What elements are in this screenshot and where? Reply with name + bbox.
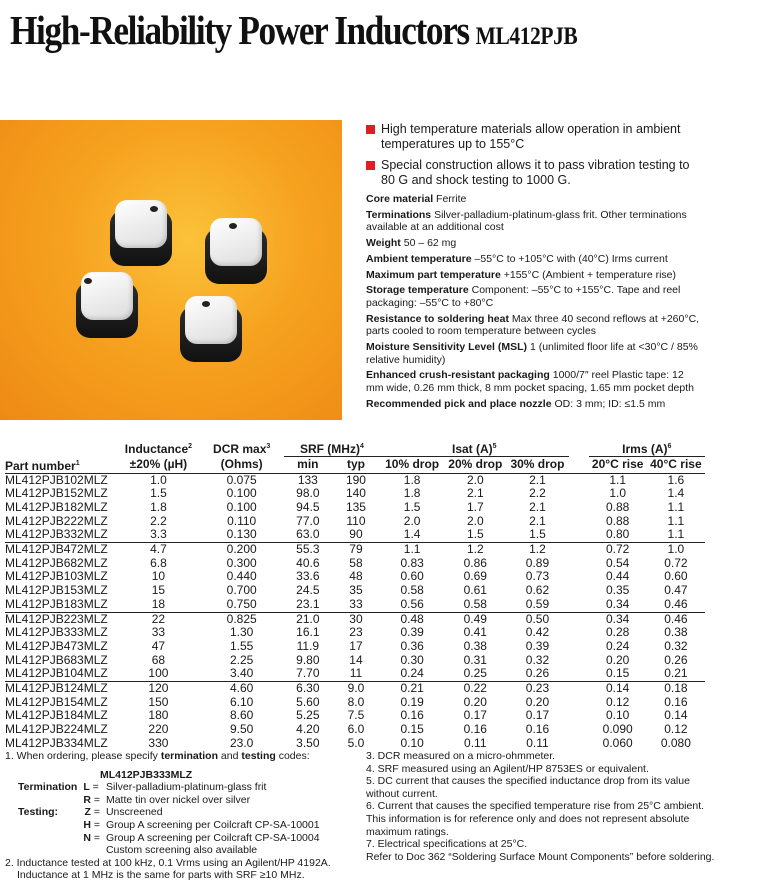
value-cell: 0.61: [463, 583, 487, 598]
part-number-cell: ML412PJB332MLZ: [5, 527, 108, 542]
spec-label: Maximum part temperature: [366, 268, 501, 281]
value-cell: 63.0: [296, 527, 320, 542]
value-cell: 140: [345, 486, 366, 501]
value-cell: 0.15: [605, 666, 630, 681]
value-cell: 1.5: [150, 486, 167, 501]
value-cell: 79: [332, 543, 380, 557]
spec-label: Ambient temperature: [366, 252, 472, 265]
spec-text: Silver-palladium-platinum-glass frit. Other terminations available at an additional cost: [366, 208, 687, 234]
value-cell: 0.32: [525, 652, 550, 667]
value-cell: 1.5: [529, 527, 546, 542]
value-cell: 0.20: [463, 694, 487, 709]
table-row: [5, 501, 705, 515]
value-cell: 0.36: [400, 638, 424, 653]
value-cell: 2.25: [229, 652, 254, 667]
value-cell: 58: [349, 555, 363, 570]
value-cell: 1.7: [466, 499, 484, 514]
table-row: [5, 557, 705, 571]
inductor-image: [180, 296, 242, 358]
table-row: [5, 487, 705, 501]
value-cell: 0.090: [602, 722, 633, 737]
value-cell: 0.10: [400, 735, 424, 750]
table-row: [5, 654, 705, 668]
feature-item: [366, 122, 696, 152]
value-cell: 0.25: [463, 666, 487, 681]
spec-text: Ferrite: [436, 193, 467, 205]
value-cell: 14: [349, 652, 363, 667]
value-cell: 0.34: [589, 612, 647, 626]
part-number-cell: ML412PJB153MLZ: [5, 583, 108, 598]
header-inductance-sub: ±20% (µH): [129, 457, 188, 471]
value-cell: 0.17: [463, 708, 487, 723]
value-cell: 2.0: [466, 513, 484, 528]
value-cell: 0.23: [506, 682, 568, 696]
part-number-cell: ML412PJB182MLZ: [5, 499, 108, 514]
spec-text: 1 (unlimited floor life at <30°C / 85% relative humidity): [366, 341, 698, 366]
value-cell: 16.1: [296, 625, 320, 640]
table-row: [5, 570, 705, 584]
value-cell: 2.2: [529, 486, 546, 501]
value-cell: 220: [148, 722, 169, 737]
value-cell: 55.3: [284, 543, 332, 557]
spec-item: [366, 193, 701, 206]
value-cell: 33.6: [296, 569, 320, 584]
value-cell: 0.200: [200, 543, 284, 557]
spec-list: [366, 193, 701, 414]
value-cell: 30: [332, 612, 380, 626]
value-cell: 1.4: [667, 486, 685, 501]
table-row: [5, 682, 705, 696]
part-number-cell: ML412PJB683MLZ: [5, 652, 108, 667]
part-number-cell: ML412PJB333MLZ: [5, 625, 108, 640]
value-cell: 180: [148, 708, 169, 723]
header-inductance: Inductance$^2$: [124, 442, 193, 457]
value-cell: 0.54: [605, 555, 630, 570]
spec-item: [366, 341, 701, 366]
part-number-cell: ML412PJB223MLZ: [5, 612, 117, 626]
value-cell: 0.16: [463, 722, 487, 737]
header-isat-20: 20% drop: [448, 457, 503, 472]
value-cell: 0.19: [400, 694, 424, 709]
spec-text: –55°C to +105°C with (40°C) Irms current: [474, 252, 668, 265]
value-cell: 0.110: [227, 513, 257, 528]
value-cell: 0.100: [226, 486, 257, 501]
spec-text: Max three 40 second reflows at +260°C, parts cooled to room temperature between cycles: [366, 312, 700, 338]
header-part-number: Part number$^1$: [5, 458, 80, 473]
value-cell: 94.5: [296, 499, 320, 514]
footnote-2: 2. Inductance tested at 100 kHz, 0.1 Vrms using an Agilent/HP 4192A.: [5, 856, 331, 869]
value-cell: 1.6: [667, 472, 685, 487]
part-number-cell: ML412PJB472MLZ: [5, 543, 117, 557]
part-number-cell: ML412PJB334MLZ: [5, 735, 108, 750]
value-cell: 1.55: [229, 638, 254, 653]
value-cell: 0.12: [605, 694, 630, 709]
part-number-cell: ML412PJB224MLZ: [5, 722, 108, 737]
spec-label: Storage temperature: [366, 284, 469, 297]
footnote-4: 4. SRF measured using an Agilent/HP 8753ES or equivalent.: [366, 762, 649, 775]
spec-item: [366, 313, 701, 338]
value-cell: 0.50: [506, 612, 568, 626]
footnote-5: 5. DC current that causes the specified inductance drop from its value without current.: [366, 775, 690, 800]
value-cell: 110: [346, 513, 366, 528]
part-number-cell: ML412PJB183MLZ: [5, 596, 108, 611]
value-cell: 9.0: [332, 682, 380, 696]
value-cell: 4.60: [200, 682, 284, 696]
value-cell: 0.46: [647, 612, 705, 626]
part-number-cell: ML412PJB154MLZ: [5, 694, 108, 709]
value-cell: 0.34: [605, 596, 630, 611]
value-cell: 0.825: [200, 612, 284, 626]
value-cell: 4.20: [296, 722, 320, 737]
value-cell: 0.47: [664, 583, 688, 598]
table-row: [5, 515, 705, 529]
value-cell: 1.1: [609, 472, 627, 487]
value-cell: 7.5: [347, 708, 365, 723]
value-cell: 0.14: [589, 682, 647, 696]
spec-text: 1000/7″ reel Plastic tape: 12 mm wide, 0.26 mm thick, 8 mm pocket spacing, 1.65 mm pocket depth: [366, 369, 694, 395]
value-cell: 1.8: [150, 499, 167, 514]
value-cell: 2.1: [466, 486, 484, 501]
value-cell: 1.8: [403, 472, 421, 487]
value-cell: 1.0: [647, 543, 705, 557]
value-cell: 0.10: [605, 708, 630, 723]
part-number-cell: ML412PJB124MLZ: [5, 682, 117, 696]
value-cell: 3.50: [296, 735, 320, 750]
value-cell: 0.18: [647, 682, 705, 696]
value-cell: 0.14: [664, 708, 688, 723]
header-irms: Irms $(A)^6$: [589, 440, 705, 457]
table-row: [5, 640, 705, 654]
value-cell: 0.100: [226, 499, 257, 514]
order-code: ML412PJB333MLZ: [100, 768, 193, 781]
header-srf-min: min: [297, 457, 319, 472]
value-cell: 8.60: [229, 708, 254, 723]
value-cell: 0.22: [444, 682, 506, 696]
value-cell: 0.20: [525, 694, 550, 709]
value-cell: 0.16: [664, 694, 688, 709]
value-cell: 0.17: [525, 708, 550, 723]
value-cell: 0.075: [226, 472, 257, 487]
value-cell: 0.83: [400, 555, 424, 570]
inductor-image: [205, 218, 267, 280]
value-cell: 6.10: [229, 694, 254, 709]
spec-label: Terminations: [366, 208, 432, 221]
value-cell: 98.0: [296, 486, 320, 501]
spec-text: +155°C (Ambient + temperature rise): [503, 268, 676, 281]
value-cell: 2.1: [529, 513, 546, 528]
part-number-cell: ML412PJB102MLZ: [5, 472, 108, 487]
spec-text: Component: –55°C to +155°C. Tape and reel packaging: –55°C to +80°C: [366, 284, 681, 309]
value-cell: 1.0: [150, 472, 167, 487]
header-srf-typ: typ: [346, 457, 365, 472]
spec-item: [366, 269, 701, 282]
value-cell: 0.21: [380, 682, 444, 696]
part-number-cell: ML412PJB222MLZ: [5, 513, 108, 528]
footnotes-left: [5, 750, 355, 882]
value-cell: 0.72: [589, 543, 647, 557]
value-cell: 9.50: [229, 722, 254, 737]
footnote-6: 6. Current that causes the specified temperature rise from 25°C ambient. This information is for reference only and does not represent absolute maximum ratings.: [366, 800, 705, 838]
value-cell: 0.060: [602, 735, 633, 750]
part-number-cell: ML412PJB682MLZ: [5, 555, 108, 570]
value-cell: 0.26: [525, 666, 550, 681]
value-cell: 0.41: [463, 625, 487, 640]
table-row: [5, 667, 705, 681]
spec-text: 50 – 62 mg: [403, 237, 457, 250]
footnote-refer: Refer to Doc 362 “Soldering Surface Mount Components” before soldering.: [366, 850, 715, 863]
value-cell: 2.1: [529, 499, 546, 514]
value-cell: 0.130: [226, 527, 257, 542]
value-cell: 77.0: [296, 513, 320, 528]
part-number-cell: ML412PJB184MLZ: [5, 708, 108, 723]
value-cell: 1.2: [444, 543, 506, 557]
bullet-icon: [366, 161, 375, 170]
value-cell: 0.88: [605, 513, 630, 528]
feature-text: Special construction allows it to pass vibration testing to 80 G and shock testing to 1000 G.: [381, 158, 690, 187]
spec-label: Moisture Sensitivity Level (MSL): [366, 341, 528, 354]
header-isat-10: 10% drop: [385, 457, 440, 472]
header-irms-40: 40°C rise: [650, 457, 702, 472]
value-cell: 4.7: [117, 543, 199, 557]
value-cell: 0.60: [400, 569, 424, 584]
spec-label: Core material: [366, 193, 434, 205]
value-cell: 0.24: [400, 666, 424, 681]
value-cell: 0.56: [400, 596, 424, 611]
value-cell: 0.49: [444, 612, 506, 626]
table-row: [5, 584, 705, 598]
value-cell: 0.38: [463, 638, 487, 653]
value-cell: 0.21: [664, 666, 688, 681]
value-cell: 1.1: [667, 499, 685, 514]
value-cell: 0.26: [664, 652, 688, 667]
table-header-row: [5, 457, 705, 474]
header-dcr: DCR $\max^3$: [213, 442, 271, 457]
value-cell: 6.0: [347, 722, 365, 737]
value-cell: 7.70: [296, 666, 320, 681]
table-body: [5, 473, 705, 751]
value-cell: 1.4: [403, 527, 421, 542]
value-cell: 120: [117, 682, 199, 696]
value-cell: 100: [148, 666, 169, 681]
header-srf: SRF (MHz)$^4$: [284, 440, 380, 457]
value-cell: 0.24: [605, 638, 630, 653]
value-cell: 0.20: [605, 652, 630, 667]
value-cell: 0.080: [660, 735, 691, 750]
product-photo: [0, 120, 342, 420]
value-cell: 0.32: [664, 638, 688, 653]
inductor-image: [76, 272, 138, 334]
table-row: [5, 709, 705, 723]
table-row: [5, 612, 705, 626]
value-cell: 3.40: [229, 666, 254, 681]
value-cell: 23.1: [296, 596, 320, 611]
value-cell: 18: [151, 596, 166, 611]
value-cell: 8.0: [347, 694, 365, 709]
feature-list: [366, 122, 696, 194]
spec-item: [366, 237, 701, 250]
footnote-3: 3. DCR measured on a micro-ohmmeter.: [366, 750, 556, 762]
code-options: Termination L = Silver-palladium-platinum-glass frit R = Matte tin over nickel over silver Testing: Z = Unscreened H = Group A screening per Coilcraft CP-SA-10001 N = Group A screening per Coilcraft CP-SA-10004 Custom screening also available: [18, 781, 320, 857]
header-dcr-sub: (Ohms): [220, 457, 263, 471]
value-cell: 35: [349, 583, 363, 598]
value-cell: 0.86: [463, 555, 487, 570]
value-cell: 5.0: [347, 735, 365, 750]
value-cell: 0.30: [400, 652, 424, 667]
value-cell: 1.1: [667, 527, 685, 542]
value-cell: 6.30: [284, 682, 332, 696]
part-number-cell: ML412PJB152MLZ: [5, 486, 108, 501]
spec-item: [366, 284, 701, 309]
value-cell: 0.60: [664, 569, 688, 584]
footnotes-right: [366, 750, 766, 863]
bullet-icon: [366, 125, 375, 134]
value-cell: 0.28: [605, 625, 630, 640]
table-row: [5, 723, 705, 737]
value-cell: 23: [349, 625, 363, 640]
part-number-cell: ML412PJB473MLZ: [5, 638, 108, 653]
value-cell: 23.0: [229, 735, 254, 750]
value-cell: 0.42: [525, 625, 550, 640]
table-row: [5, 737, 705, 751]
value-cell: 11: [349, 666, 363, 681]
value-cell: 0.15: [400, 722, 424, 737]
value-cell: 1.0: [609, 486, 627, 501]
value-cell: 0.750: [226, 596, 257, 611]
value-cell: 48: [349, 569, 363, 584]
value-cell: 5.25: [296, 708, 320, 723]
value-cell: 11.9: [296, 638, 320, 653]
value-cell: 135: [345, 499, 366, 514]
feature-text: High temperature materials allow operation in ambient temperatures up to 155°C: [381, 122, 681, 151]
table-row: [5, 598, 705, 612]
value-cell: 68: [151, 652, 166, 667]
footnote-7: 7. Electrical specifications at 25°C.: [366, 838, 528, 851]
value-cell: 1.5: [466, 527, 484, 542]
value-cell: 0.72: [664, 555, 688, 570]
value-cell: 5.60: [296, 694, 320, 709]
value-cell: 15: [151, 583, 166, 598]
value-cell: 1.5: [403, 499, 421, 514]
value-cell: 10: [151, 569, 166, 584]
value-cell: 0.89: [525, 555, 550, 570]
value-cell: 0.700: [226, 583, 257, 598]
value-cell: 0.16: [400, 708, 424, 723]
value-cell: 0.16: [525, 722, 550, 737]
model-number: ML412PJB: [475, 23, 578, 50]
table-row: [5, 543, 705, 557]
value-cell: 40.6: [296, 555, 320, 570]
part-number-cell: ML412PJB103MLZ: [5, 569, 108, 584]
value-cell: 6.8: [150, 555, 167, 570]
value-cell: 0.62: [525, 583, 550, 598]
value-cell: 0.440: [226, 569, 257, 584]
value-cell: 0.58: [400, 583, 424, 598]
table-row: [5, 696, 705, 710]
value-cell: 0.11: [526, 735, 549, 750]
value-cell: 0.48: [380, 612, 444, 626]
value-cell: 24.5: [296, 583, 320, 598]
value-cell: 90: [349, 527, 363, 542]
spec-item: [366, 209, 701, 234]
header-irms-20: 20°C rise: [591, 457, 644, 472]
value-cell: 0.35: [605, 583, 630, 598]
value-cell: 2.0: [466, 472, 484, 487]
footnote-2b: Inductance at 1 MHz is the same for parts with SRF ≥10 MHz.: [17, 869, 305, 882]
spec-item: [366, 398, 701, 411]
value-cell: 0.88: [605, 499, 630, 514]
spec-label: Weight: [366, 237, 401, 250]
value-cell: 133: [297, 472, 318, 487]
spec-label: Recommended pick and place nozzle: [366, 397, 552, 410]
value-cell: 3.3: [150, 527, 167, 542]
page-title: [10, 6, 577, 54]
table-row: [5, 473, 705, 487]
value-cell: 9.80: [296, 652, 320, 667]
spec-label: Resistance to soldering heat: [366, 312, 509, 325]
header-isat-30: 30% drop: [510, 457, 565, 472]
value-cell: 0.11: [464, 735, 487, 750]
table-header-row: [5, 440, 705, 457]
value-cell: 2.2: [150, 513, 167, 528]
value-cell: 190: [345, 472, 366, 487]
header-isat: Isat $(A)^5$: [380, 440, 569, 457]
value-cell: 1.30: [229, 625, 254, 640]
value-cell: 2.0: [403, 513, 421, 528]
value-cell: 0.44: [605, 569, 630, 584]
value-cell: 0.80: [605, 527, 630, 542]
inductor-image: [110, 200, 172, 262]
value-cell: 33: [151, 625, 166, 640]
value-cell: 0.73: [525, 569, 550, 584]
value-cell: 1.2: [506, 543, 568, 557]
value-cell: 0.300: [226, 555, 257, 570]
value-cell: 0.39: [400, 625, 424, 640]
value-cell: 1.1: [667, 513, 685, 528]
value-cell: 17: [349, 638, 363, 653]
footnote-1: 1. When ordering, please specify termination and testing codes:: [5, 750, 310, 762]
value-cell: 33: [349, 596, 363, 611]
value-cell: 0.31: [463, 652, 487, 667]
table-row: [5, 528, 705, 542]
value-cell: 2.1: [529, 472, 546, 487]
value-cell: 22: [117, 612, 199, 626]
value-cell: 0.38: [664, 625, 688, 640]
value-cell: 0.59: [525, 596, 550, 611]
spec-table: [5, 440, 705, 751]
value-cell: 330: [148, 735, 169, 750]
value-cell: 1.8: [403, 486, 421, 501]
title-text: High-Reliability Power Inductors: [10, 7, 469, 53]
value-cell: 0.46: [664, 596, 688, 611]
table-row: [5, 626, 705, 640]
value-cell: 150: [148, 694, 169, 709]
feature-item: [366, 158, 696, 188]
value-cell: 0.12: [664, 722, 688, 737]
value-cell: 0.39: [525, 638, 550, 653]
value-cell: 0.58: [463, 596, 487, 611]
value-cell: 0.69: [463, 569, 487, 584]
spec-item: [366, 253, 701, 266]
spec-label: Enhanced crush-resistant packaging: [366, 369, 550, 382]
part-number-cell: ML412PJB104MLZ: [5, 666, 108, 681]
spec-item: [366, 369, 701, 394]
value-cell: 1.1: [380, 543, 444, 557]
value-cell: 47: [151, 638, 166, 653]
spec-text: OD: 3 mm; ID: ≤1.5 mm: [554, 397, 666, 410]
value-cell: 21.0: [284, 612, 332, 626]
